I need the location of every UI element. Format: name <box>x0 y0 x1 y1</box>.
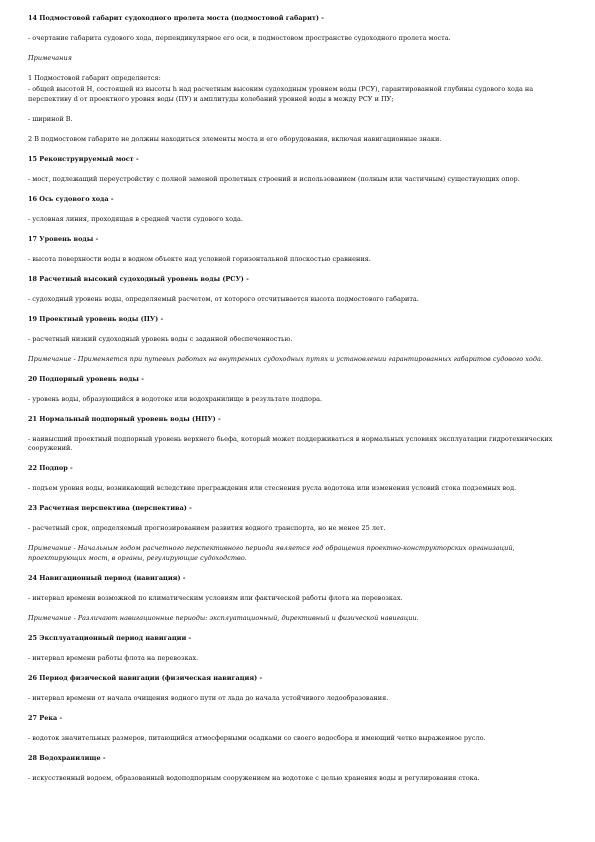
definition-text: - уровень воды, образующийся в водотоке или водохранилище в результате подпора. <box>28 394 323 403</box>
definition-text: - искусственный водоем, образованный водоподпорным сооружением на водотоке с целью хранения воды и регулирования стока. <box>28 773 480 782</box>
note-text: Примечание - Различают навигационные периоды: эксплуатационный, директивный и физической навигации. <box>28 613 419 622</box>
note-text: Примечание - Применяется при путевых работах на внутренних судоходных путях и установлении гарантированных габаритов судового хода. <box>28 354 543 363</box>
term-heading: 17 Уровень воды - <box>28 234 99 243</box>
definition-text: 2 В подмостовом габарите не должны находиться элементы моста и его оборудования, включая навигационные знаки. <box>28 134 442 143</box>
definition-text: - мост, подлежащий переустройству с полной заменой пролетных строений и использованием (полным или частичным) существующих опор. <box>28 174 520 183</box>
definition-text: 1 Подмостовой габарит определяется: <box>28 74 161 82</box>
term-heading: 19 Проектный уровень воды (ПУ) - <box>28 314 164 323</box>
term-heading: 16 Ось судового хода - <box>28 194 114 203</box>
term-heading: 23 Расчетная перспектива (перспектива) - <box>28 504 192 512</box>
definition-text: - высота поверхности воды в водном объекте над условной горизонтальной плоскостью сравнения. <box>28 254 371 263</box>
term-heading: 28 Водохранилище - <box>28 753 106 762</box>
definition-text: - подъем уровня воды, возникающий вследствие преграждения или стеснения русла водотока или изменения условий стока подземных вод. <box>28 484 517 492</box>
definition-text: - водоток значительных размеров, питающийся атмосферными осадками со своего водосбора и имеющий четко выраженное русло. <box>28 733 486 742</box>
document-page <box>28 14 569 794</box>
definition-text: - интервал времени от начала очищения водного пути от льда до начала устойчивого ледообразования. <box>28 693 389 702</box>
term-heading: 14 Подмостовой габарит судоходного пролета моста (подмостовой габарит) - <box>28 14 324 22</box>
definition-text: - шириной В. <box>28 114 73 123</box>
term-heading: 27 Река - <box>28 713 63 722</box>
definition-text: - расчетный срок, определяемый прогнозированием развития водного транспорта, но не менее 25 лет. <box>28 524 386 532</box>
definition-text: - судоходный уровень воды, определяемый расчетом, от которого отсчитывается высота подмостового габарита. <box>28 294 419 303</box>
definition-text: - условная линия, проходящая в средней части судового хода. <box>28 214 243 223</box>
definition-text: - расчетный низкий судоходный уровень воды с заданной обеспеченностью. <box>28 334 293 343</box>
definition-text: - наивысший проектный подпорный уровень верхнего бьефа, который может поддерживаться в нормальных условиях эксплуатации гидротехнических сооружений. <box>28 434 553 452</box>
term-heading: 21 Нормальный подпорный уровень воды (НПУ) - <box>28 414 221 423</box>
term-heading: 22 Подпор - <box>28 464 73 472</box>
term-heading: 18 Расчетный высокий судоходный уровень воды (РСУ) - <box>28 274 249 283</box>
term-heading: 20 Подпорный уровень воды - <box>28 374 144 383</box>
term-heading: 15 Реконструируемый мост - <box>28 154 139 163</box>
definition-text: - интервал времени возможной по климатическим условиям или фактической работы флота на перевозках. <box>28 593 403 602</box>
term-heading: 25 Эксплуатационный период навигации - <box>28 633 192 642</box>
definition-text: - общей высотой Н, состоящей из высоты h над расчетным высоким судоходным уровнем воды (РСУ), гарантированной глубины судового хода на перспективу d от проектного уровня воды (ПУ) и амплитуды колебаний уровней воды в между РСУ и ПУ; <box>28 85 534 103</box>
definition-text: - интервал времени работы флота на перевозках. <box>28 653 199 662</box>
definition-text: - очертание габарита судового хода, перпендикулярное его оси, в подмостовом пространстве судоходного пролета моста. <box>28 34 451 42</box>
term-heading: 26 Период физической навигации (физическая навигация) - <box>28 673 263 682</box>
note-text: Примечание - Начальным годом расчетного перспективного периода является год обращения проектно-конструкторских организаций, проектирующих мост, в органы, регулирующие судоходство. <box>28 544 515 562</box>
note-text: Примечания <box>28 54 72 62</box>
term-heading: 24 Навигационный период (навигация) - <box>28 573 186 582</box>
